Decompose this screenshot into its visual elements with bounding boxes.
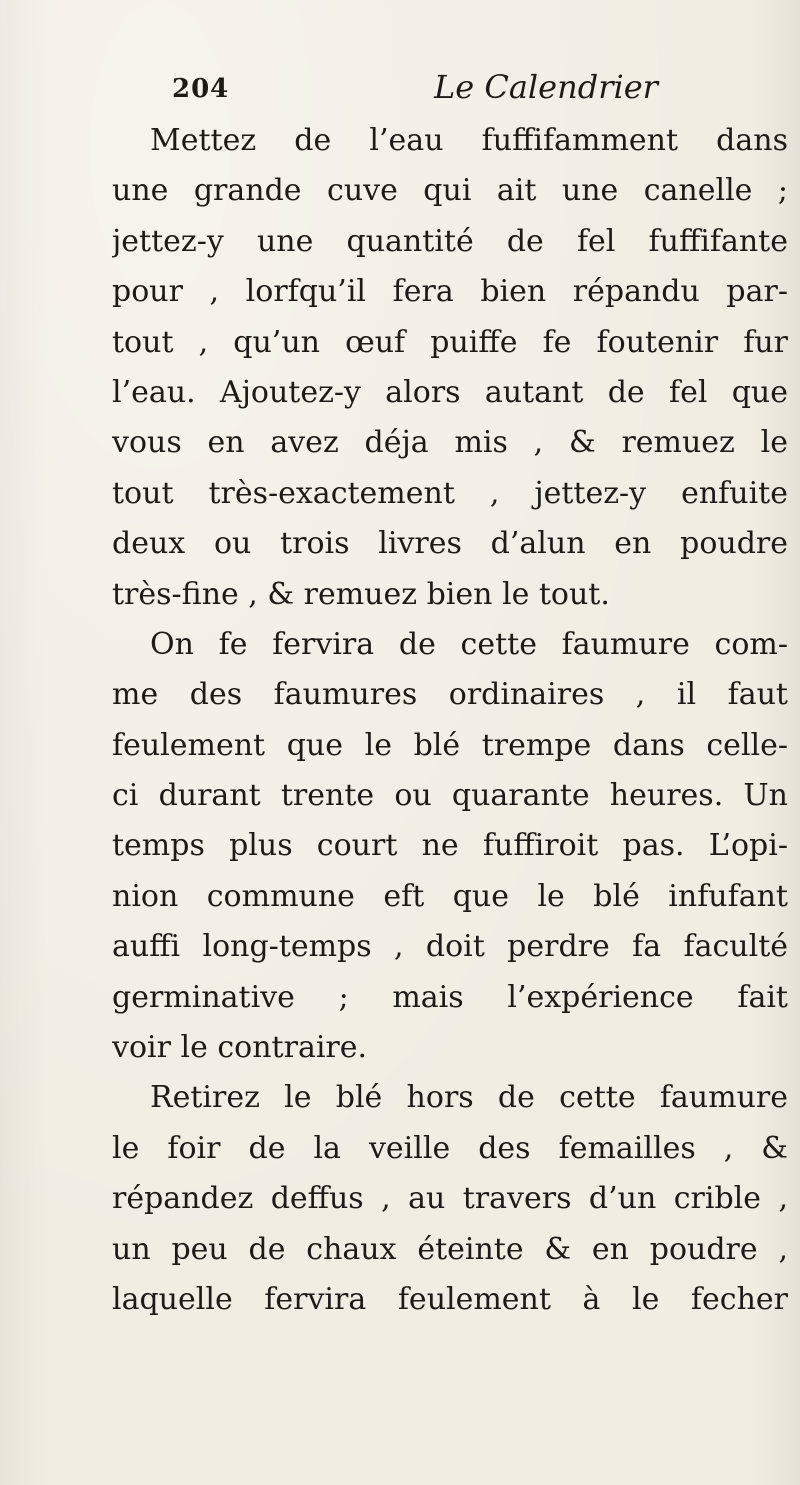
text-line: l’eau. Ajoutez-y alors autant de fel que <box>112 374 788 410</box>
text-line: Mettez de l’eau fuffifamment dans <box>150 123 788 158</box>
text-line: feulement que le blé trempe dans celle- <box>112 727 788 763</box>
text-line: temps plus court ne fuffiroit pas. L’opi- <box>112 828 788 864</box>
text-line: On fe fervira de cette faumure com- <box>150 626 788 662</box>
text-line: répandez deffus , au travers d’un crible , <box>112 1181 788 1217</box>
running-title: Le Calendrier <box>434 68 658 106</box>
text-line: une grande cuve qui ait une canelle ; <box>112 173 788 209</box>
text-line: tout très-exactement , jettez-y enfuite <box>112 475 788 511</box>
text-line: Retirez le blé hors de cette faumure <box>150 1080 788 1116</box>
text-line: nion commune eft que le blé infufant <box>112 878 788 914</box>
body-text <box>112 116 788 1325</box>
text-line: pour , lorfqu’il fera bien répandu par- <box>112 274 788 310</box>
text-line: ci durant trente ou quarante heures. Un <box>112 778 788 814</box>
text-line: voir le contraire. <box>112 1030 368 1066</box>
text-line: germinative ; mais l’expérience fait <box>112 979 788 1015</box>
text-line: auffi long-temps , doit perdre fa faculté <box>112 929 788 965</box>
text-line: jettez-y une quantité de fel fuffifante <box>112 223 788 259</box>
text-line: deux ou trois livres d’alun en poudre <box>112 526 788 562</box>
text-line: vous en avez déja mis , & remuez le <box>112 425 788 461</box>
text-line: tout , qu’un œuf puiffe fe foutenir fur <box>112 324 788 360</box>
text-line: très-fine , & remuez bien le tout. <box>112 576 610 612</box>
page-header <box>172 66 732 116</box>
text-line: un peu de chaux éteinte & en poudre , <box>112 1231 788 1267</box>
text-line: me des faumures ordinaires , il faut <box>112 677 788 713</box>
page-number: 204 <box>172 74 230 104</box>
text-line: le foir de la veille des femailles , & <box>112 1130 788 1166</box>
text-line: laquelle fervira feulement à le fecher <box>112 1281 788 1317</box>
